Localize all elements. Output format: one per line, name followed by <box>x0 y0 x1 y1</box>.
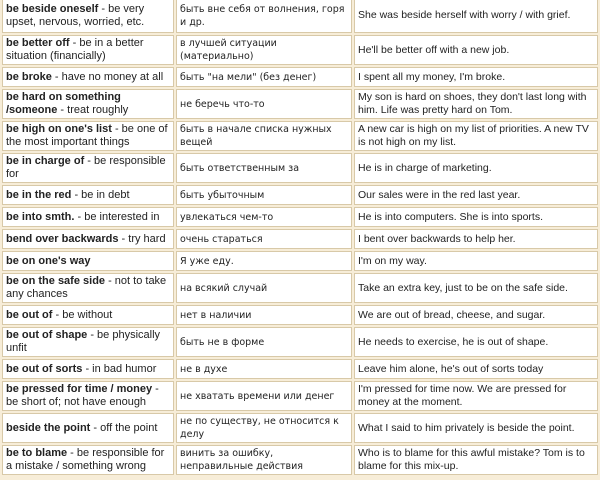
example-cell: I bent over backwards to help her. <box>354 229 598 249</box>
idiom-cell <box>2 381 174 411</box>
idiom-definition: - be in debt <box>71 188 130 201</box>
idiom-definition: - be short of; not have enough <box>6 383 159 408</box>
example-cell: He is in charge of marketing. <box>354 153 598 183</box>
idiom-cell <box>2 251 174 271</box>
idiom-definition: - off the point <box>90 421 158 434</box>
example-cell: We are out of bread, cheese, and sugar. <box>354 305 598 325</box>
idiom-definition: - be without <box>52 308 113 321</box>
idiom-phrase: be into smth. <box>6 210 75 223</box>
russian-translation-cell: не хватать времени или денег <box>176 381 352 411</box>
idiom-cell <box>2 207 174 227</box>
example-cell: Who is to blame for this awful mistake? Tom is to blame for this mix-up. <box>354 445 598 475</box>
idiom-definition: - be responsible for <box>6 155 166 180</box>
idiom-phrase: be broke <box>6 70 52 83</box>
russian-translation-cell: не в духе <box>176 359 352 379</box>
idiom-definition: - treat roughly <box>57 104 129 116</box>
idiom-phrase: be in charge of <box>6 155 85 167</box>
idiom-definition: - be one of the most important things <box>6 123 168 148</box>
table-row <box>2 327 598 357</box>
russian-translation-cell: быть ответственным за <box>176 153 352 183</box>
example-cell: He'll be better off with a new job. <box>354 35 598 65</box>
idiom-cell <box>2 305 174 325</box>
table-row <box>2 35 598 65</box>
table-row <box>2 413 598 443</box>
table-row <box>2 153 598 183</box>
example-cell: Our sales were in the red last year. <box>354 185 598 205</box>
idiom-cell <box>2 229 174 249</box>
table-row <box>2 381 598 411</box>
idiom-phrase: be hard on something /someone <box>6 91 121 116</box>
idiom-phrase: be pressed for time / money <box>6 383 153 395</box>
idiom-cell <box>2 185 174 205</box>
russian-translation-cell: быть вне себя от волнения, горя и др. <box>176 0 352 33</box>
table-row <box>2 305 598 325</box>
table-row <box>2 121 598 151</box>
russian-translation-cell: быть в начале списка нужных вещей <box>176 121 352 151</box>
russian-translation-cell: быть "на мели" (без денег) <box>176 67 352 87</box>
russian-translation-cell: быть убыточным <box>176 185 352 205</box>
idiom-cell <box>2 89 174 119</box>
idiom-phrase: be out of <box>6 308 53 321</box>
russian-translation-cell: на всякий случай <box>176 273 352 303</box>
idiom-cell <box>2 153 174 183</box>
example-cell: Take an extra key, just to be on the safe side. <box>354 273 598 303</box>
russian-translation-cell: быть не в форме <box>176 327 352 357</box>
table-row <box>2 273 598 303</box>
example-cell: What I said to him privately is beside the point. <box>354 413 598 443</box>
idiom-cell <box>2 359 174 379</box>
table-row <box>2 445 598 475</box>
russian-translation-cell: не беречь что-то <box>176 89 352 119</box>
idiom-phrase: be high on one's list <box>6 123 112 135</box>
idiom-definition: - be physically unfit <box>6 329 161 354</box>
idiom-definition: - be in a better situation (financially) <box>6 37 144 62</box>
idiom-phrase: be beside oneself <box>6 2 99 15</box>
idiom-cell <box>2 273 174 303</box>
example-cell: My son is hard on shoes, they don't last long with him. Life was pretty hard on Tom. <box>354 89 598 119</box>
idiom-definition: - be interested in <box>74 210 160 223</box>
idiom-definition: - have no money at all <box>51 70 164 83</box>
idiom-definition: - not to take any chances <box>6 275 167 300</box>
example-cell: He is into computers. She is into sports. <box>354 207 598 227</box>
example-cell: I spent all my money, I'm broke. <box>354 67 598 87</box>
example-cell: I'm on my way. <box>354 251 598 271</box>
table-row <box>2 207 598 227</box>
idiom-phrase: be on the safe side <box>6 275 106 287</box>
idiom-phrase: be to blame <box>6 447 68 459</box>
russian-translation-cell: Я уже еду. <box>176 251 352 271</box>
idiom-phrase: be out of sorts <box>6 362 83 375</box>
idiom-cell <box>2 67 174 87</box>
russian-translation-cell: винить за ошибку, неправильные действия <box>176 445 352 475</box>
table-row <box>2 0 598 33</box>
idioms-table-body <box>2 0 598 475</box>
russian-translation-cell: увлекаться чем-то <box>176 207 352 227</box>
idiom-cell <box>2 327 174 357</box>
table-row <box>2 251 598 271</box>
idiom-phrase: beside the point <box>6 421 91 434</box>
russian-translation-cell: в лучшей ситуации (материально) <box>176 35 352 65</box>
russian-translation-cell: нет в наличии <box>176 305 352 325</box>
idiom-definition: - be responsible for a mistake / something wrong <box>6 447 165 472</box>
idiom-definition: - try hard <box>118 232 166 245</box>
idiom-phrase: bend over backwards <box>6 232 119 245</box>
example-cell: He needs to exercise, he is out of shape. <box>354 327 598 357</box>
table-row <box>2 67 598 87</box>
idiom-phrase: be out of shape <box>6 329 88 341</box>
example-cell: A new car is high on my list of priorities. A new TV is not high on my list. <box>354 121 598 151</box>
idiom-phrase: be on one's way <box>6 254 91 267</box>
table-row <box>2 359 598 379</box>
idiom-cell <box>2 445 174 475</box>
idiom-cell <box>2 35 174 65</box>
table-row <box>2 229 598 249</box>
table-row <box>2 89 598 119</box>
idiom-definition: - in bad humor <box>82 362 157 375</box>
idiom-definition: - be very upset, nervous, worried, etc. <box>6 2 145 28</box>
russian-translation-cell: не по существу, не относится к делу <box>176 413 352 443</box>
example-cell: She was beside herself with worry / with grief. <box>354 0 598 33</box>
idiom-cell <box>2 0 174 33</box>
idiom-phrase: be in the red <box>6 188 72 201</box>
russian-translation-cell: очень стараться <box>176 229 352 249</box>
example-cell: I'm pressed for time now. We are pressed for money at the moment. <box>354 381 598 411</box>
idiom-cell <box>2 121 174 151</box>
idiom-phrase: be better off <box>6 37 70 49</box>
table-row <box>2 185 598 205</box>
example-cell: Leave him alone, he's out of sorts today <box>354 359 598 379</box>
idiom-cell <box>2 413 174 443</box>
